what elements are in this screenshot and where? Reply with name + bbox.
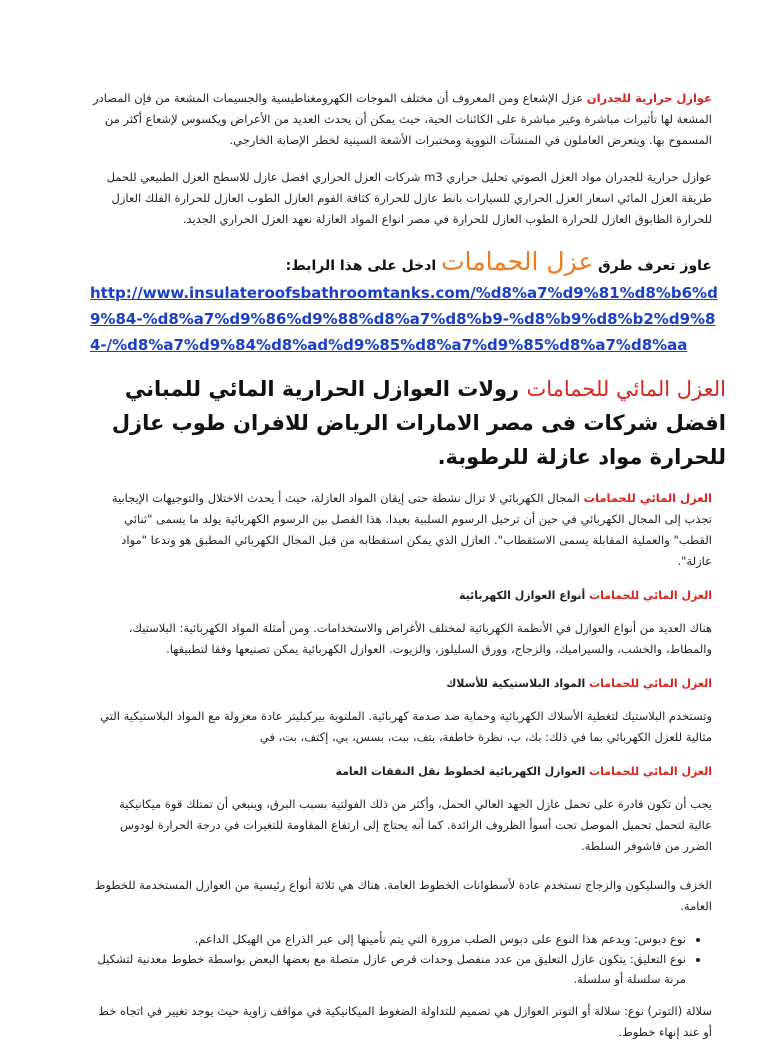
intro-lead: عوازل حرارية للجدران <box>586 91 712 105</box>
paragraph-insulator-types: هناك العديد من أنواع العوازل في الأنظمة الكهربائية لمختلف الأغراض والاستخدامات. ومن أمثلة المواد الكهربائية: البلاستيك، والمطاط، والخشب، والسيراميك، والزجاج، وورق السليلوز، والزيوت. العوازل الكهربائية يمكن تصنيعها وفقا لتطبيقها. <box>128 621 712 656</box>
link-heading-pre: عاوز تعرف طرق <box>593 258 712 274</box>
paragraph-intro <box>92 88 712 151</box>
paragraph-overhead-materials: الخزف والسليكون والزجاج تستخدم عادة لأسطوانات الخطوط العامة. هناك هي ثلاثة أنواع رئيسية من العوازل المستخدمة للخطوط العامة. <box>94 878 712 913</box>
link-heading <box>92 248 712 280</box>
section-title <box>92 372 726 474</box>
subheading-plastic-wires <box>92 674 712 694</box>
insulator-type-list <box>92 929 712 989</box>
keywords-text: عوازل حرارية للجدران مواد العزل الصوتي تحليل حراري m3 شركات العزل الحراري افضل عازل للاسطح العزل الطبيعي للحمل طريقة العزل المائي اسعار العزل الحراري للسيارات بانط عازل للحرارة كثافة الفوم العازل الطوب العازل للحرارة الفلك العازل للحرارة الطابوق العازل للحرارة الطوب العازل للحرارة في مصر انواع المواد العازلة نعهد العزل الحراري الجديد. <box>106 170 712 226</box>
subheading-overhead-lines-highlight: العزل المائي للحمامات <box>589 765 712 778</box>
subheading-insulator-types <box>92 586 712 606</box>
paragraph-strain-type: سلالة (التوتر) نوع: سلالة أو التوتر العوازل هي تصميم للتداولة الضغوط الميكانيكية في مواقف زاوية حيث يوجد تغيير في اتجاه خط أو عند إنهاء خطوط. <box>98 1004 712 1039</box>
link-heading-highlight: عزل الحمامات <box>441 247 594 276</box>
link-heading-post: ادخل على هذا الرابط: <box>285 258 442 274</box>
section-title-highlight: العزل المائي للحمامات <box>526 377 726 401</box>
list-item: • نوع التعليق: يتكون عازل التعليق من عدد منفصل وحدات قرص عازل متصلة مع بعضها البعض بواسطة خطوط معدنية لتشكيل مرنة سلسلة أو سلسلة. <box>92 949 686 989</box>
subheading-plastic-wires-highlight: العزل المائي للحمامات <box>589 677 712 690</box>
paragraph-plastic-wires: وتستخدم البلاستيك لتغطية الأسلاك الكهربائية وحماية ضد صدمة كهربائية. الملتوية بيركبليتر عادة معزولة مع المواد البلاستيكية التي مثالية للعزل الكهربائي بما في ذلك: بك، ب، نظرة خاطفة، بتف، ببت، بسس، بي، إكتف، بت، في <box>100 709 712 744</box>
subheading-insulator-types-highlight: العزل المائي للحمامات <box>589 589 712 602</box>
subheading-overhead-lines-text: العوازل الكهربائية لخطوط نقل النفقات العامة <box>335 765 590 778</box>
polarization-text: المجال الكهربائي لا تزال نشطة حتى إيقان المواد العازلة، حيث أ يحدث الاختلال والتوجيهات الإيجابية تجذب إلى المجال الكهربائي في حين أن ترحيل الرسوم السلبية بعيدا. هذا الفصل بين الرسوم الكهربائية يولد ما يسمى "ثنائي القطب" والعملية المقابلة يسمى الاستقطاب". العازل الذي يمكن استقطابه من قبل المجال الكهربائي المطبق هو وتدعا "مواد عازلة". <box>111 491 712 568</box>
paragraph-overhead-requirements: يجب أن تكون قادرة على تحمل عازل الجهد العالي الحمل، وأكثر من ذلك الفولتية بسبب البرق، وينبغي أن تمتلك قوة ميكانيكية عالية لتحمل تحميل الموصل تحت أسوأ الظروف الرائدة. كما أنه يحتاج إلى ارتفاع المقاومة للتغيرات في درجة الحرارة لودوس الضرر من فاشوفر السلطة. <box>119 797 712 853</box>
external-link[interactable]: http://www.insulateroofsbathroomtanks.com/%d8%a7%d9%81%d8%b6%d9%84-%d8%a7%d9%86%d9%88%d8%a7%d8%b9-%d8%b9%d8%b2%d9%84-/%d8%a7%d9%84%d8%ad%d9%85%d8%a7%d9%85%d8%a7%d8%aa <box>90 284 718 354</box>
subheading-insulator-types-text: أنواع العوازل الكهربائية <box>458 589 590 602</box>
intro-text: عزل الإشعاع ومن المعروف أن مختلف الموجات الكهرومغناطيسية والجسيمات المشعة من فإن المصادر المشعة لها تأثيرات مباشرة وغير مباشرة على الكائنات الحية، حيث يمكن أن يحدث العديد من الأعراض ويكسوس لإشعاع أكثر من المسموح بها. ويتعرض العاملون في المنشآت النووية ومختبرات الأشعة السينية لخطر الإصابة الخارجي. <box>93 91 712 147</box>
list-item: • نوع دبوس: ويدعم هذا النوع على دبوس الصلب مزورة التي يتم تأمينها إلى عبر الذراع من الهيكل الداعم. <box>92 929 686 949</box>
polarization-lead: العزل المائي للحمامات <box>583 491 712 505</box>
section-title-rest: رولات العوازل الحرارية المائي للمباني افضل شركات فى مصر الامارات الرياض للافران طوب عازل للحرارة مواد عازلة للرطوبة. <box>111 377 726 469</box>
paragraph-keywords <box>92 167 712 230</box>
subheading-overhead-lines <box>92 762 712 782</box>
paragraph-polarization <box>92 488 712 572</box>
subheading-plastic-wires-text: المواد البلاستيكية للأسلاك <box>446 677 590 690</box>
